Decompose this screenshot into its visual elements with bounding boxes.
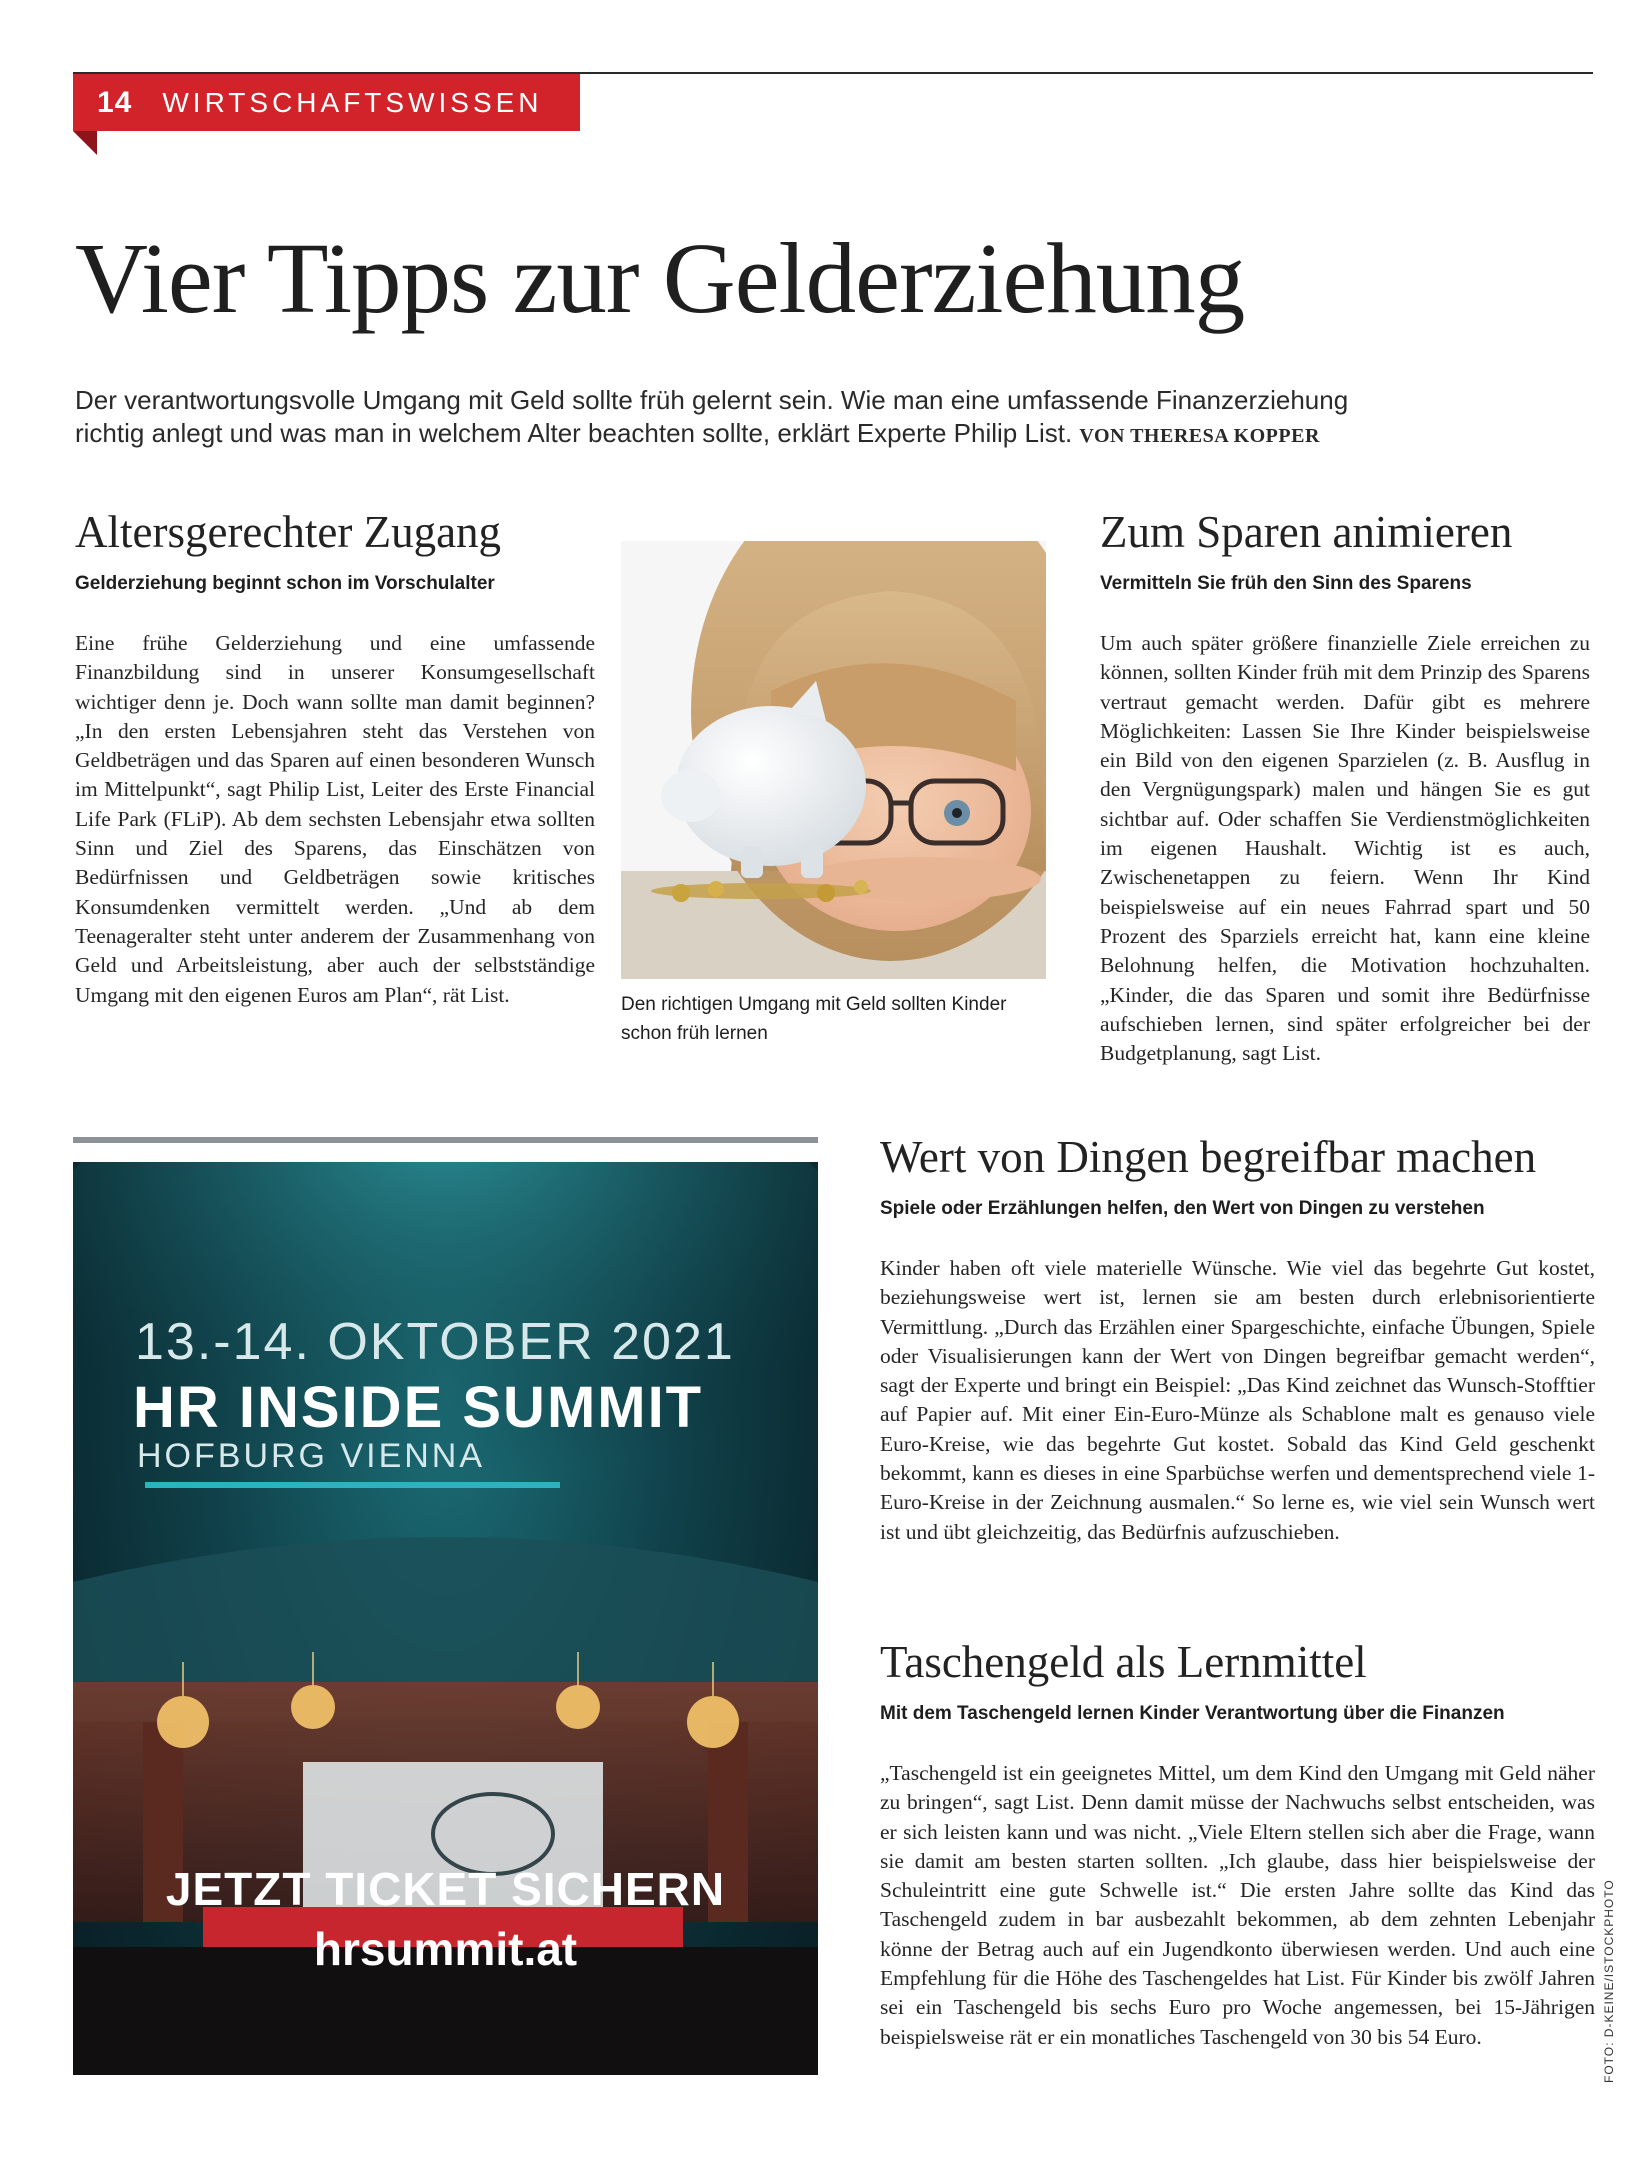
section-wert-von-dingen	[880, 1130, 1595, 1547]
section-tab-fold	[73, 131, 97, 155]
section-body: Kinder haben oft viele materielle Wünsche. Wie viel das begehrte Gut kostet, beziehungsweise wert ist, lernen sie am besten durch erlebnisorientierte Vermittlung. „Durch das Erzählen einer Spargeschichte, einfache Übungen, Spiele oder Visualisierungen kann der Wert von Dingen begreifbar gemacht werden“, sagt der Experte und bringt ein Beispiel: „Das Kind zeichnet das Wunsch-Stofftier auf Papier auf. Mit einer Ein-Euro-Münze als Schablone malt es genauso viele Euro-Kreise, wie das begehrte Gut kostet. Sobald das Kind Geld geschenkt bekommt, kann es dieses in eine Sparbüchse werfen und dementsprechend viele 1-Euro-Kreise in der Zeichnung ausmalen.“ So lerne es, wie viel sein Wunsch wert ist und übt gleichzeitig, das Bedürfnis aufzuschieben.	[880, 1256, 1595, 1544]
section-zum-sparen-animieren	[1100, 505, 1590, 1068]
byline: VON THERESA KOPPER	[1079, 425, 1320, 447]
hr-summit-ad[interactable]	[73, 1162, 818, 2075]
section-subheading: Gelderziehung beginnt schon im Vorschulalter	[75, 573, 495, 594]
section-subheading: Spiele oder Erzählungen helfen, den Wert von Dingen zu verstehen	[880, 1198, 1485, 1219]
section-body: Eine frühe Gelderziehung und eine umfassende Finanzbildung sind in unserer Konsumgesellschaft wichtiger denn je. Doch wann sollte man damit beginnen? „In den ersten Lebensjahren steht das Verstehen von Geldbeträgen und das Sparen auf einen besonderen Wunsch im Mittelpunkt“, sagt Philip List, Leiter des Erste Financial Life Park (FLiP). Ab dem sechsten Lebensjahr etwa sollten Sinn und Ziel des Sparens, das Einschätzen von Bedürfnissen und Geldbeträgen sowie kritisches Konsumdenken vermittelt werden. „Und ab dem Teenageralter steht unter anderem der Zusammenhang von Geld und Arbeitsleistung, aber auch der selbstständige Umgang mit den eigenen Euros am Plan“, rät List.	[75, 631, 595, 1007]
ad-top-rule	[73, 1137, 818, 1143]
section-heading: Wert von Dingen begreifbar machen	[880, 1132, 1537, 1182]
ad-venue: HOFBURG VIENNA	[137, 1437, 486, 1475]
section-body: Um auch später größere finanzielle Ziele erreichen zu können, sollten Kinder früh mit dem Prinzip des Sparens vertraut gemacht werden. Dafür gibt es mehrere Möglichkeiten: Lassen Sie Ihre Kinder beispielsweise ein Bild von den eigenen Sparzielen (z. B. Ausflug in den Vergnügungspark) malen und hängen Sie es gut sichtbar auf. Oder schaffen Sie Verdienstmöglichkeiten im eigenen Haushalt. Wichtig ist es auch, Zwischenetappen zu feiern. Wenn Ihr Kind beispielsweise auf ein neues Fahrrad spart und 50 Prozent des Sparziels erreicht hat, kann eine kleine Belohnung helfen, die Motivation hochzuhalten. „Kinder, die das Sparen und somit ihre Bedürfnisse aufschieben lernen, sind später erfolgreicher bei der Budgetplanung, sagt List.	[1100, 631, 1590, 1066]
page-number: 14	[97, 85, 133, 119]
section-subheading: Mit dem Taschengeld lernen Kinder Verantwortung über die Finanzen	[880, 1703, 1505, 1724]
section-heading: Zum Sparen animieren	[1100, 507, 1513, 557]
section-heading: Altersgerechter Zugang	[75, 507, 502, 557]
section-body: „Taschengeld ist ein geeignetes Mittel, um dem Kind den Umgang mit Geld näher zu bringen“, sagt List. Denn damit müsse der Nachwuchs selbst entscheiden, was er sich leisten kann und was nicht. „Viele Eltern stellen sich aber die Frage, wann sie damit am besten starten sollten. „Ich glaube, dass hier beispielsweise der Schuleintritt eine gute Schwelle ist.“ Die ersten Jahre sollte das Kind das Taschengeld zudem in bar ausbezahlt bekommen, ab dem zehnten Lebenjahr könne der Betrag auch auf ein Jugendkonto überwiesen werden. Und auch eine Empfehlung für die Höhe des Taschengeldes hat List. Für Kinder bis zwölf Jahren sei ein Taschengeld bis sechs Euro pro Woche angemessen, bei 15-Jährigen beispielsweise rät er ein monatliches Taschengeld von 30 bis 54 Euro.	[880, 1761, 1595, 2049]
photo-caption: Den richtigen Umgang mit Geld sollten Kinder schon früh lernen	[621, 994, 1007, 1044]
section-taschengeld	[880, 1635, 1595, 2052]
ad-url[interactable]: hrsummit.at	[313, 1923, 578, 1975]
section-subheading: Vermitteln Sie früh den Sinn des Sparens	[1100, 573, 1472, 594]
lead-text: Der verantwortungsvolle Umgang mit Geld sollte früh gelernt sein. Wie man eine umfassende Finanzerziehung richtig anlegt und was man in welchem Alter beachten sollte, erklärt Experte Philip List.	[75, 385, 1349, 448]
section-tab	[73, 74, 580, 131]
ad-event-name: HR INSIDE SUMMIT	[133, 1375, 704, 1440]
article-title: Vier Tipps zur Gelderziehung	[75, 222, 1245, 334]
ad-date: 13.-14. OKTOBER 2021	[135, 1313, 735, 1371]
child-piggybank-image	[621, 541, 1046, 979]
section-name: WIRTSCHAFTSWISSEN	[162, 86, 543, 118]
photo-credit: FOTO: D-KEINE/ISTOCKPHOTO	[1602, 1879, 1616, 2083]
article-photo	[621, 541, 1046, 979]
section-heading: Taschengeld als Lernmittel	[880, 1637, 1367, 1687]
section-altersgerechter-zugang	[75, 505, 595, 1010]
ad-cta[interactable]: JETZT TICKET SICHERN	[165, 1863, 726, 1915]
article-lead	[75, 384, 1375, 453]
